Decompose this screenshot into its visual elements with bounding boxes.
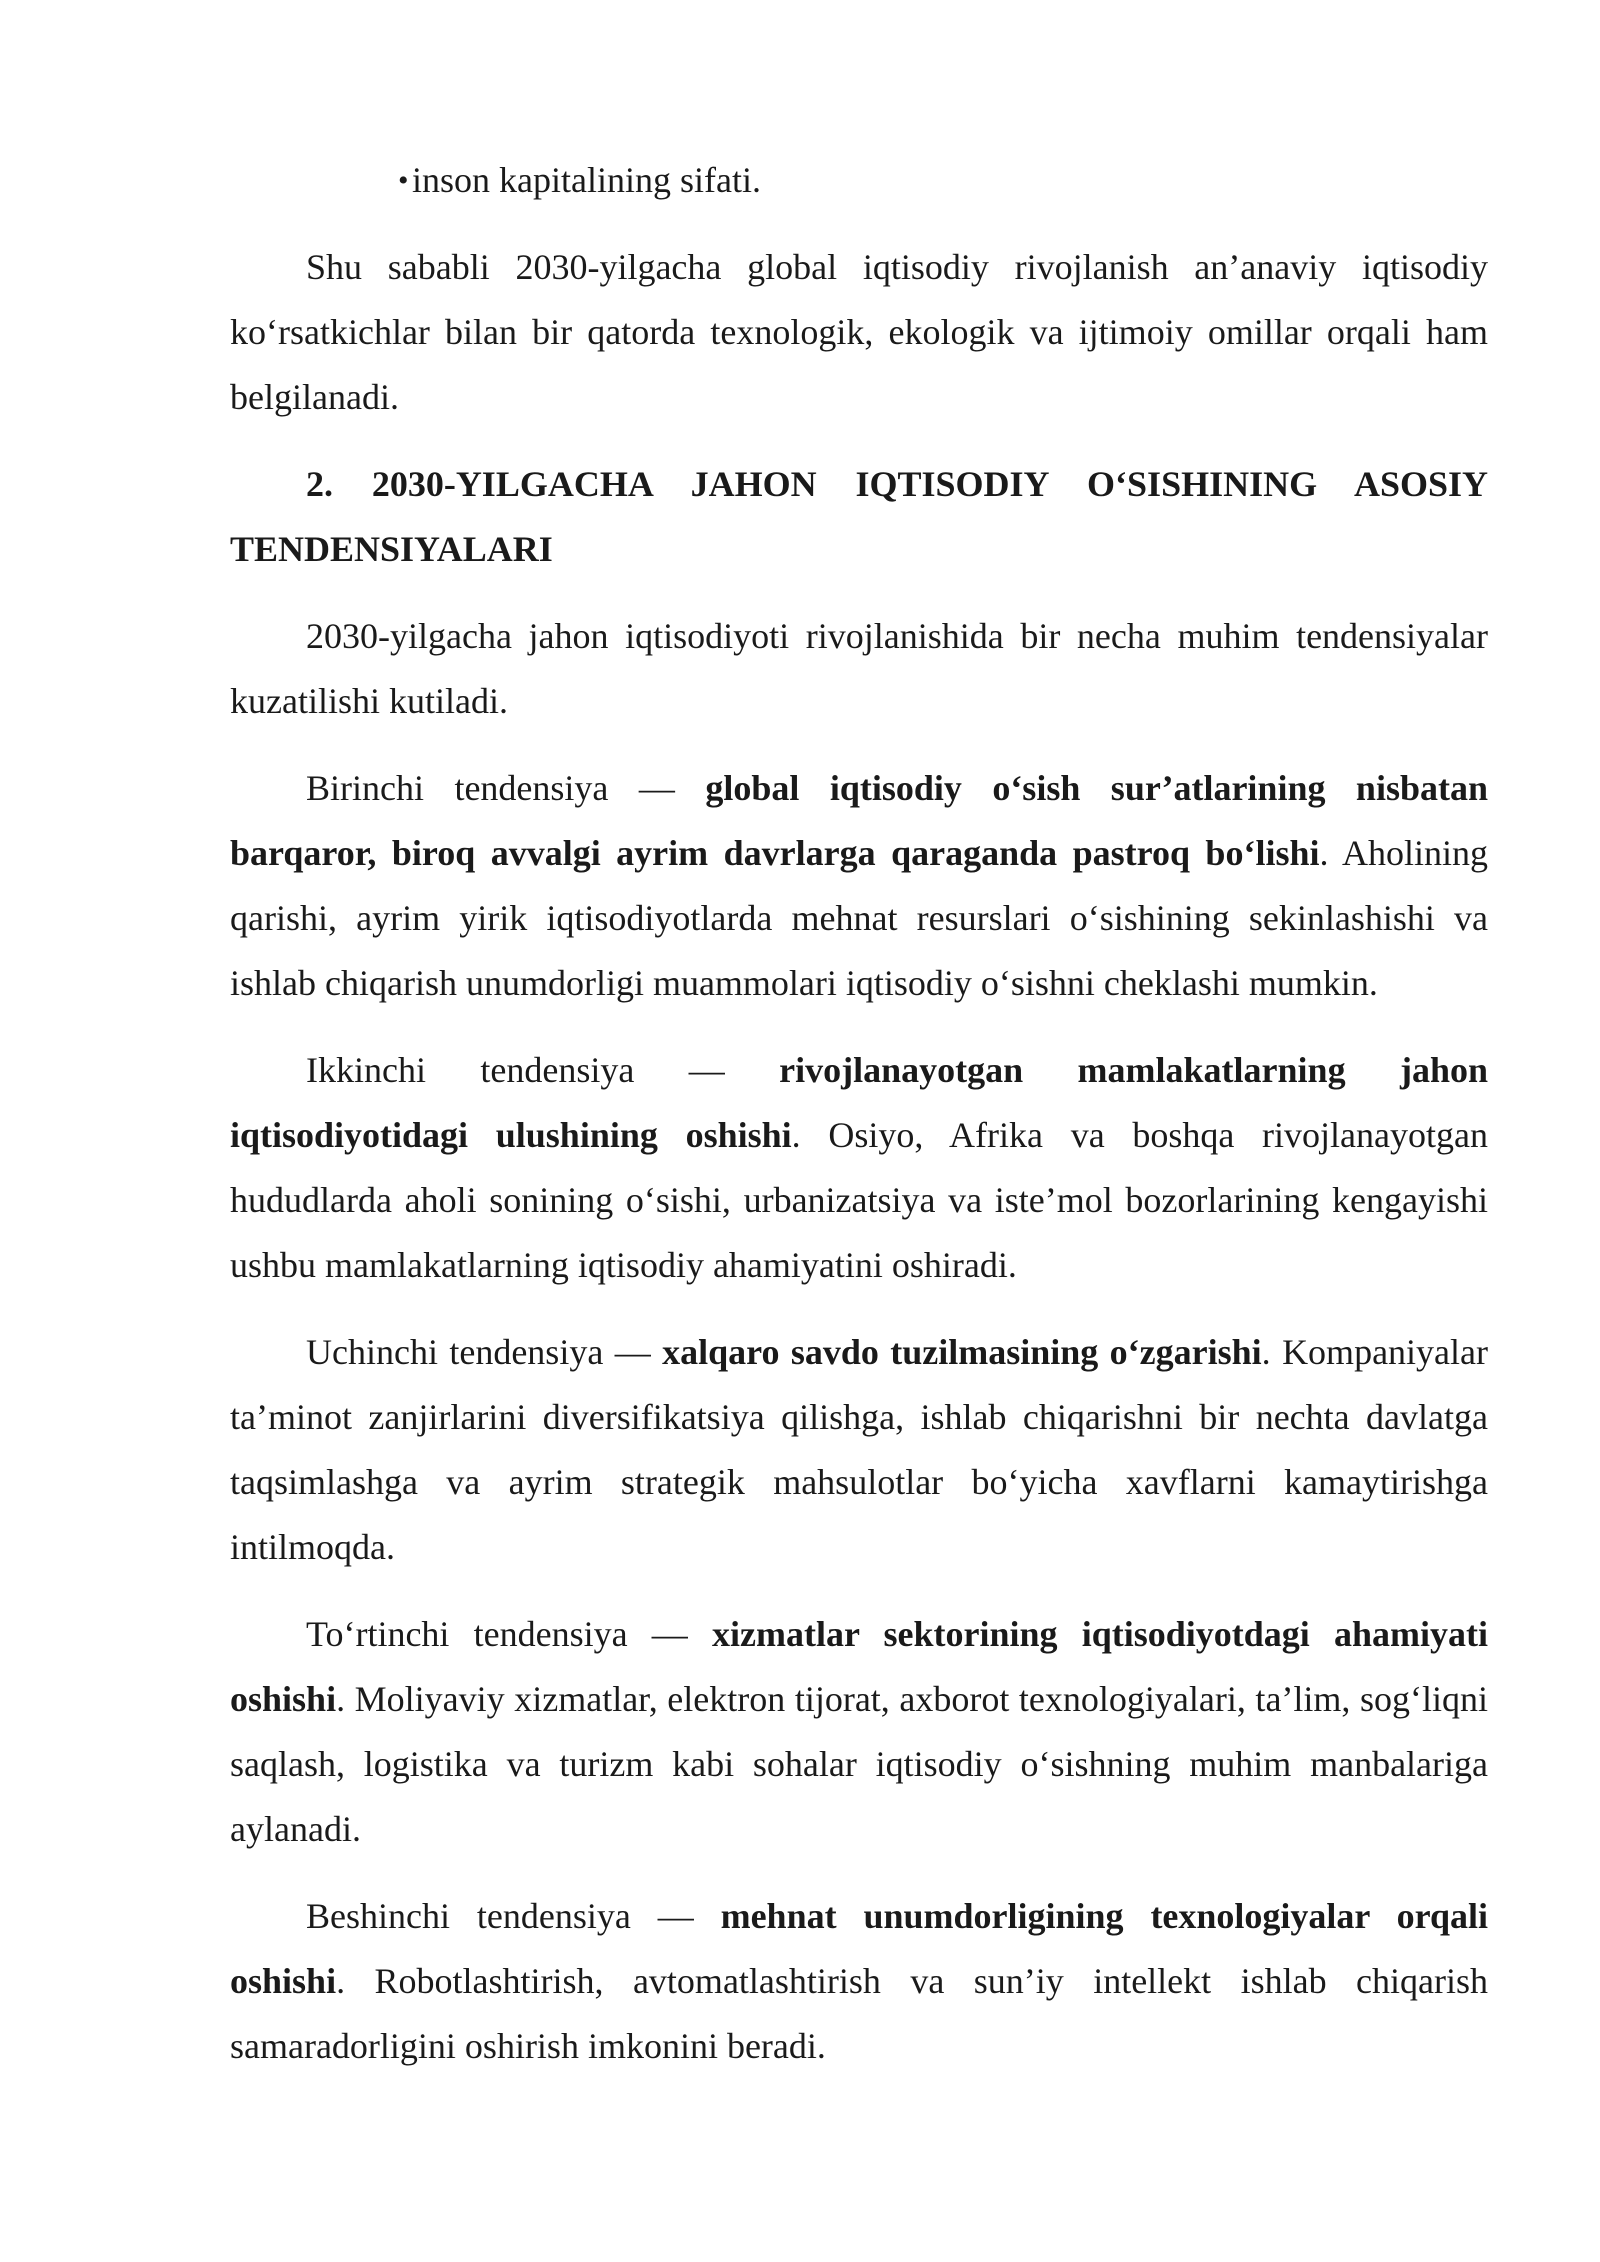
trend-highlight: xizmatlar sektorining iqtisodiyotdagi ahamiyati oshishi xyxy=(230,1614,1489,1719)
trend-prefix: Birinchi tendensiya — xyxy=(306,768,706,808)
document-page xyxy=(230,148,1488,2101)
trend-prefix: To‘rtinchi tendensiya — xyxy=(306,1614,713,1654)
trend-paragraph-1 xyxy=(230,756,1488,1016)
trend-body: . Kompaniyalar ta’minot zanjirlarini diversifikatsiya qilishga, ishlab chiqarishni bir nechta davlatga taqsimlashga va ayrim strategik mahsulotlar bo‘yicha xavflarni kamaytirishga intilmoqda. xyxy=(230,1332,1488,1567)
section-heading: 2. 2030-YILGACHA JAHON IQTISODIY O‘SISHINING ASOSIY TENDENSIYALARI xyxy=(230,464,1488,569)
trend-prefix: Ikkinchi tendensiya — xyxy=(306,1050,780,1090)
intro-paragraph: Shu sababli 2030-yilgacha global iqtisodiy rivojlanish an’anaviy iqtisodiy ko‘rsatkichlar bilan bir qatorda texnologik, ekologik va ijtimoiy omillar orqali ham belgilanadi. xyxy=(230,247,1488,417)
trend-body: . Osiyo, Afrika va boshqa rivojlanayotgan hududlarda aholi sonining o‘sishi, urbanizatsiya va iste’mol bozorlarining kengayishi ushbu mamlakatlarning iqtisodiy ahamiyatini oshiradi. xyxy=(230,1115,1488,1285)
trend-paragraph-4 xyxy=(230,1602,1488,1862)
trend-highlight: global iqtisodiy o‘sish sur’atlarining nisbatan barqaror, biroq avvalgi ayrim davrlarga qaraganda pastroq bo‘lishi xyxy=(230,768,1488,873)
trend-paragraph-2 xyxy=(230,1038,1488,1298)
trend-highlight: rivojlanayotgan mamlakatlarning jahon iqtisodiyotidagi ulushining oshishi xyxy=(230,1050,1488,1155)
lead-paragraph: 2030-yilgacha jahon iqtisodiyoti rivojlanishida bir necha muhim tendensiyalar kuzatilishi kutiladi. xyxy=(230,616,1488,721)
bullet-list-item xyxy=(230,148,1488,213)
trend-body: . Moliyaviy xizmatlar, elektron tijorat, axborot texnologiyalari, ta’lim, sog‘liqni saqlash, logistika va turizm kabi sohalar iqtisodiy o‘sishning muhim manbalariga aylanadi. xyxy=(230,1679,1488,1849)
trend-paragraph-3 xyxy=(230,1320,1488,1580)
trend-paragraph-5 xyxy=(230,1884,1488,2079)
trend-highlight: xalqaro savdo tuzilmasining o‘zgarishi xyxy=(662,1332,1262,1372)
bullet-text: inson kapitalining sifati. xyxy=(412,160,761,200)
trend-prefix: Uchinchi tendensiya — xyxy=(306,1332,663,1372)
bullet-icon: • xyxy=(398,164,409,197)
trend-prefix: Beshinchi tendensiya — xyxy=(306,1896,721,1936)
trend-highlight: mehnat unumdorligining texnologiyalar orqali oshishi xyxy=(230,1896,1488,2001)
trend-body: . Robotlashtirish, avtomatlashtirish va sun’iy intellekt ishlab chiqarish samaradorligini oshirish imkonini beradi. xyxy=(230,1961,1488,2066)
trend-body: . Aholining qarishi, ayrim yirik iqtisodiyotlarda mehnat resurslari o‘sishining sekinlashishi va ishlab chiqarish unumdorligi muammolari iqtisodiy o‘sishni cheklashi mumkin. xyxy=(230,833,1488,1003)
